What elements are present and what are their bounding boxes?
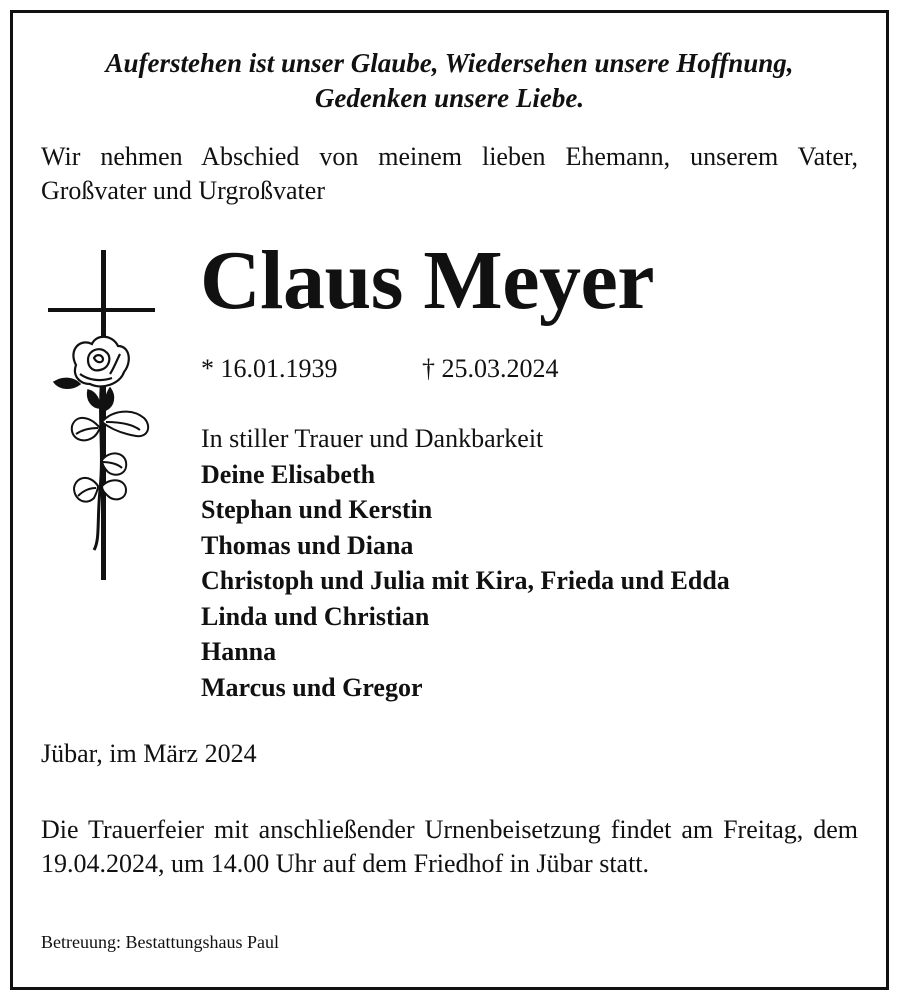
- mourner-name: Thomas und Diana: [201, 530, 414, 560]
- deceased-name: Claus Meyer: [200, 234, 655, 327]
- cross-with-rose-icon: [40, 250, 170, 585]
- intro-text: Wir nehmen Abschied von meinem lieben Ehemann, unserem Vater, Großvater und Urgroßvater: [41, 142, 858, 205]
- place-and-date: Jübar, im März 2024: [41, 739, 257, 768]
- mourner-name: Christoph und Julia mit Kira, Frieda und Edda: [201, 566, 730, 595]
- ceremony-info: Die Trauerfeier mit anschließender Urnenbeisetzung findet am Freitag, dem 19.04.2024, um 14.00 Uhr auf dem Friedhof in Jübar statt.: [41, 815, 858, 878]
- motto-line-1: Auferstehen ist unser Glaube, Wiedersehen unsere Hoffnung,: [105, 48, 794, 78]
- mourner-name: Marcus und Gregor: [201, 672, 423, 702]
- mourners-lead: In stiller Trauer und Dankbarkeit: [201, 424, 544, 453]
- birth-date: * 16.01.1939: [201, 354, 338, 383]
- mourner-name: Deine Elisabeth: [201, 459, 376, 489]
- death-date: † 25.03.2024: [422, 354, 559, 383]
- motto-line-2: Gedenken unsere Liebe.: [314, 83, 585, 113]
- undertaker-credit: Betreuung: Bestattungshaus Paul: [41, 932, 279, 952]
- mourner-name: Hanna: [201, 637, 277, 666]
- mourner-name: Linda und Christian: [201, 601, 430, 631]
- mourner-name: Stephan und Kerstin: [201, 495, 433, 524]
- mourners-list: [201, 421, 730, 705]
